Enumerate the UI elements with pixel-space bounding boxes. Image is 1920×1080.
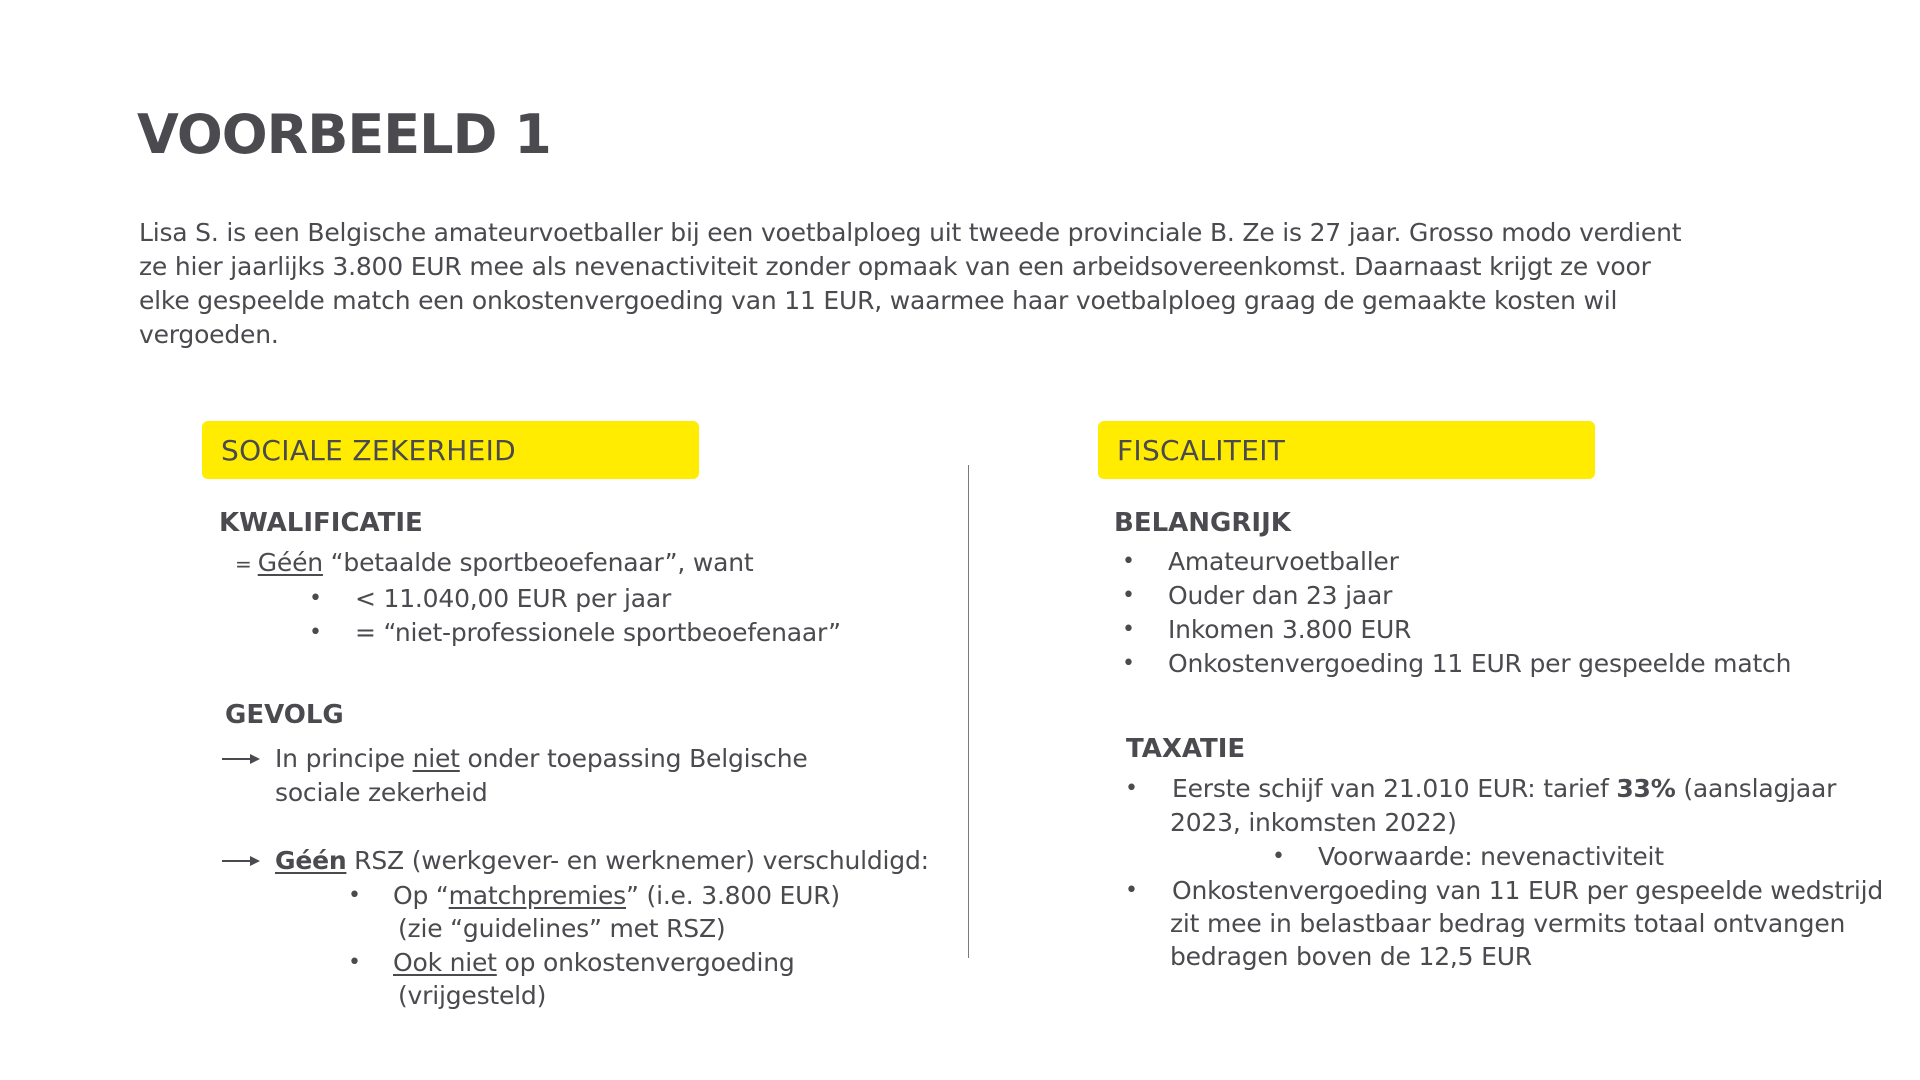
belangrijk-bullet-2: Ouder dan 23 jaar <box>1168 581 1393 610</box>
heading-kwalificatie: KWALIFICATIE <box>219 508 423 538</box>
section-tag-fiscaliteit: FISCALITEIT <box>1098 421 1595 479</box>
belangrijk-bullet-4: Onkostenvergoeding 11 EUR per gespeelde match <box>1168 649 1792 678</box>
kwalificatie-geen: Géén <box>257 548 323 577</box>
taxatie-item-1 <box>1172 772 1836 806</box>
bullet-glyph: • <box>1122 651 1135 676</box>
gevolg-sub-2-post: op onkostenvergoeding <box>496 948 795 977</box>
kwalificatie-prefix: = <box>235 552 258 576</box>
arrow-right-icon <box>222 854 260 868</box>
bullet-glyph: • <box>1122 583 1135 608</box>
bullet-glyph: • <box>1122 617 1135 642</box>
taxatie-sub-1: Voorwaarde: nevenactiviteit <box>1318 842 1664 871</box>
kwalificatie-bullet-1: < 11.040,00 EUR per jaar <box>355 584 672 613</box>
gevolg-item-1-pre: In principe <box>275 744 413 773</box>
kwalificatie-line <box>235 546 754 581</box>
column-divider <box>968 465 969 958</box>
gevolg-sub-1-line2: (zie “guidelines” met RSZ) <box>398 914 726 943</box>
gevolg-item-2 <box>275 844 929 878</box>
gevolg-item-2-post: RSZ (werkgever- en werknemer) verschuldigd: <box>346 846 929 875</box>
gevolg-item-1-niet: niet <box>412 744 460 773</box>
bullet-glyph: • <box>1122 549 1135 574</box>
belangrijk-bullet-3: Inkomen 3.800 EUR <box>1168 615 1412 644</box>
gevolg-sub-1-pre: Op “ <box>393 881 449 910</box>
gevolg-sub-1-matchpremies: matchpremies <box>448 881 627 910</box>
bullet-glyph: • <box>348 883 361 908</box>
gevolg-item-1-line2: sociale zekerheid <box>275 778 488 807</box>
gevolg-item-1 <box>275 742 808 776</box>
arrow-right-icon <box>222 752 260 766</box>
bullet-glyph: • <box>1125 878 1138 903</box>
gevolg-sub-1 <box>393 879 840 913</box>
belangrijk-bullet-1: Amateurvoetballer <box>1168 547 1399 576</box>
taxatie-item-1-post: (aanslagjaar <box>1675 774 1837 803</box>
bullet-glyph: • <box>1125 776 1138 801</box>
gevolg-sub-2 <box>393 946 795 980</box>
taxatie-item-2-line3: bedragen boven de 12,5 EUR <box>1170 942 1532 971</box>
bullet-glyph: • <box>309 620 322 645</box>
bullet-glyph: • <box>348 950 361 975</box>
heading-gevolg: GEVOLG <box>225 700 344 730</box>
taxatie-item-2-line1: Onkostenvergoeding van 11 EUR per gespeelde wedstrijd <box>1172 876 1884 905</box>
page-title: VOORBEELD 1 <box>137 103 551 166</box>
intro-paragraph: Lisa S. is een Belgische amateurvoetballer bij een voetbalploeg uit tweede provinciale B. Ze is 27 jaar. Grosso modo verdient ze hier jaarlijks 3.800 EUR mee als nevenactiviteit zonder opmaak van een arbeidsovereenkomst. Daarnaast krijgt ze voor elke gespeelde match een onkostenvergoeding van 11 EUR, waarmee haar voetbalploeg graag de gemaakte kosten wil vergoeden. <box>139 218 1682 349</box>
gevolg-sub-2-ook-niet: Ook niet <box>393 948 497 977</box>
kwalificatie-bullet-2: = “niet-professionele sportbeoefenaar” <box>355 618 841 647</box>
heading-taxatie: TAXATIE <box>1126 734 1246 764</box>
taxatie-item-1-line2: 2023, inkomsten 2022) <box>1170 808 1457 837</box>
taxatie-item-1-rate: 33% <box>1616 774 1676 803</box>
gevolg-item-1-post: onder toepassing Belgische <box>459 744 808 773</box>
gevolg-sub-1-post: ” (i.e. 3.800 EUR) <box>626 881 840 910</box>
bullet-glyph: • <box>309 586 322 611</box>
heading-belangrijk: BELANGRIJK <box>1114 508 1291 538</box>
gevolg-sub-2-line2: (vrijgesteld) <box>398 981 547 1010</box>
section-tag-sociale-zekerheid: SOCIALE ZEKERHEID <box>202 421 699 479</box>
taxatie-item-2-line2: zit mee in belastbaar bedrag vermits totaal ontvangen <box>1170 909 1846 938</box>
gevolg-item-2-geen: Géén <box>275 846 347 875</box>
bullet-glyph: • <box>1272 844 1285 869</box>
kwalificatie-rest: “betaalde sportbeoefenaar”, want <box>322 548 754 577</box>
taxatie-item-1-pre: Eerste schijf van 21.010 EUR: tarief <box>1172 774 1617 803</box>
